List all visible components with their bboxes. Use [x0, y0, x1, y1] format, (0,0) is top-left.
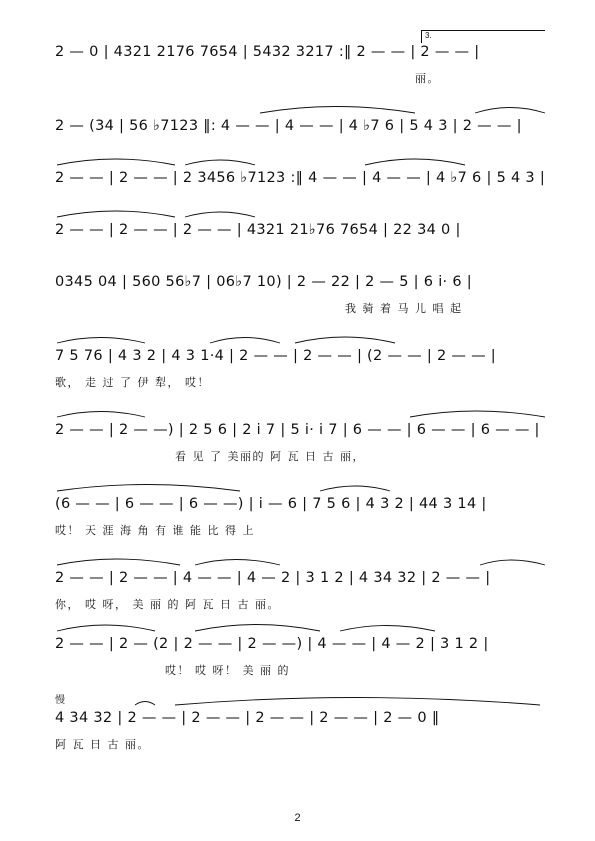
page-number: 2	[294, 812, 301, 824]
slur-marks	[55, 692, 547, 706]
lyrics-row: 歌， 走 过 了 伊 犁， 哎！	[55, 376, 210, 389]
lyrics-row: 阿 瓦 日 古 丽。	[55, 738, 150, 751]
slur-marks	[55, 204, 547, 218]
lyrics-row: 看 见 了 美丽的 阿 瓦 日 古 丽，	[175, 450, 365, 463]
slur-marks	[55, 478, 547, 492]
lyrics-row: 哎！ 天 涯 海 角 有 谁 能 比 得 上	[55, 524, 255, 537]
slur-marks	[55, 100, 547, 114]
notation-row: (6 — — | 6 — — | 6 — —) | i — 6 | 7 5 6 | 4 3 2 | 44 3 14 |	[55, 496, 487, 512]
notation-row: 2 — — | 2 — — | 4 — — | 4 — 2 | 3 1 2 | 4 34 32 | 2 — — |	[55, 570, 491, 586]
lyrics-row: 丽。	[415, 72, 440, 85]
notation-row: 4 34 32 | 2 — — | 2 — — | 2 — — | 2 — — | 2 — 0 ‖	[55, 710, 440, 726]
slur-marks	[55, 552, 547, 566]
slur-marks	[55, 152, 547, 166]
notation-row: 7 5 76 | 4 3 2 | 4 3 1·4 | 2 — — | 2 — — | (2 — — | 2 — — |	[55, 348, 496, 364]
lyrics-row: 我 骑 着 马 儿 唱 起	[345, 302, 463, 315]
lyrics-row: 你， 哎 呀， 美 丽 的 阿 瓦 日 古 丽。	[55, 598, 280, 611]
slur-marks	[55, 618, 547, 632]
notation-row: 2 — — | 2 — — | 2 3456 ♭7123 :‖ 4 — — | 4 — — | 4 ♭7 6 | 5 4 3 |	[55, 170, 546, 186]
notation-row: 2 — — | 2 — (2 | 2 — — | 2 — —) | 4 — — | 4 — 2 | 3 1 2 |	[55, 636, 489, 652]
tempo-mark: 慢	[55, 695, 65, 706]
slur-marks	[55, 404, 547, 418]
notation-row: 0345 04 | 560 56♭7 | 06♭7 10) | 2 — 22 | 2 — 5 | 6 i· 6 |	[55, 274, 472, 290]
notation-row: 2 — — | 2 — —) | 2 5 6 | 2 i 7 | 5 i· i 7 | 6 — — | 6 — — | 6 — — |	[55, 422, 540, 438]
notation-row: 2 — 0 | 4321 2176 7654 | 5432 3217 :‖ 2 — — | 2 — — |	[55, 44, 480, 60]
lyrics-row: 哎！ 哎 呀！ 美 丽 的	[165, 664, 290, 677]
notation-row: 2 — — | 2 — — | 2 — — | 4321 21♭76 7654 | 22 34 0 |	[55, 222, 461, 238]
slur-marks	[55, 330, 547, 344]
notation-row: 2 — (34 | 56 ♭7123 ‖: 4 — — | 4 — — | 4 ♭7 6 | 5 4 3 | 2 — — |	[55, 118, 522, 134]
volta-label: 3.	[425, 31, 432, 40]
